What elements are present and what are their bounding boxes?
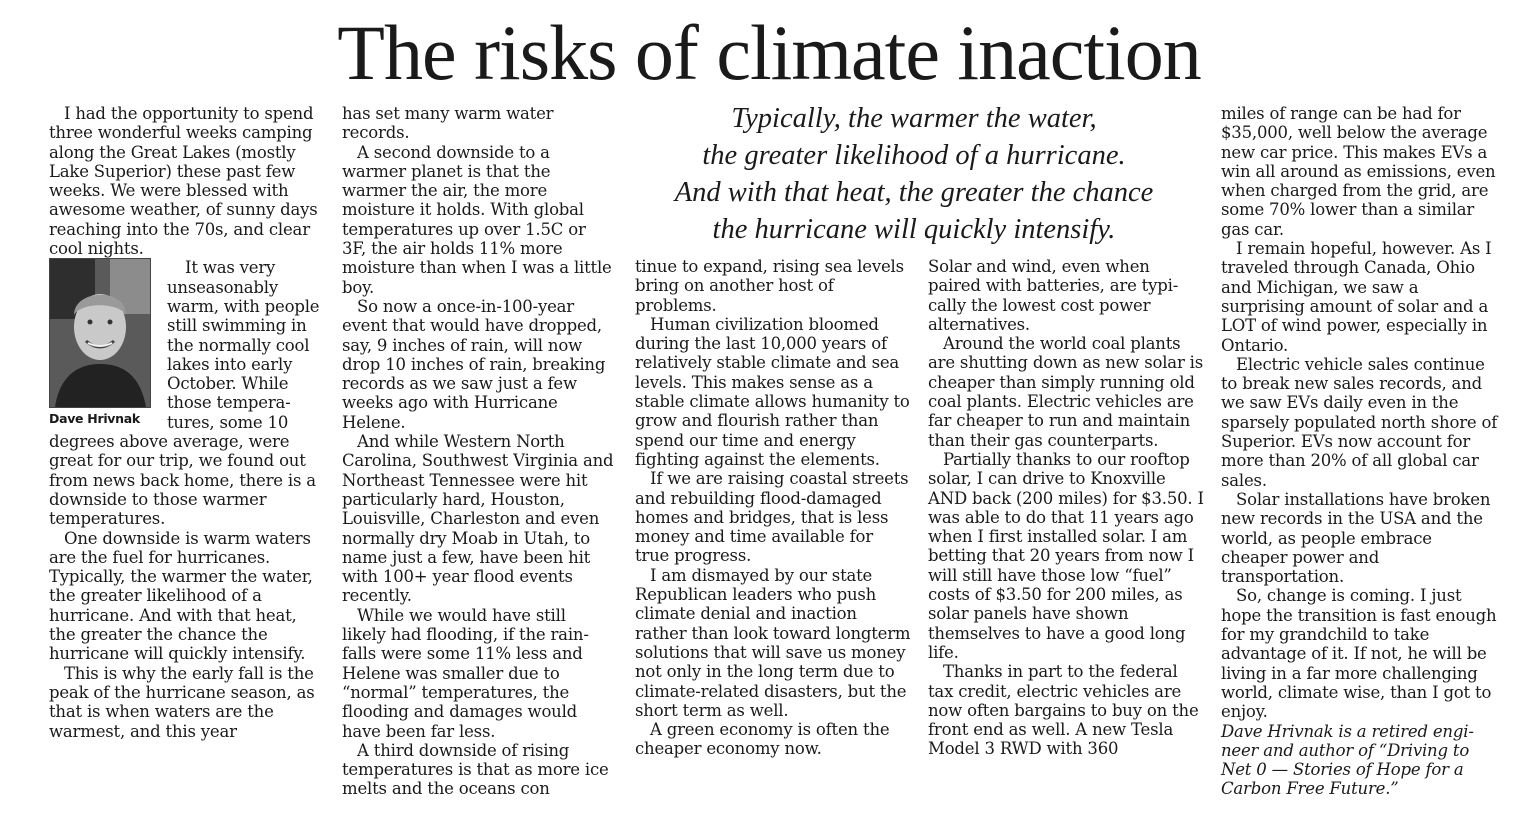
paragraph: miles of range can be had for $35,000, well below the average new car price. This makes EVs a win all around as emissions, even when charged from the grid, are some 70% lower than a similar gas car.	[1221, 104, 1496, 239]
headline: The risks of climate inaction	[337, 9, 1201, 96]
column-3	[635, 257, 911, 759]
paragraph: A third downside of rising temperatures is that as more ice melts and the oceans con	[342, 740, 609, 799]
paragraph: Thanks in part to the federal tax credit, electric vehicles are now often bargains to buy on the front end as well. A new Tesla Model 3 RWD with 360	[928, 662, 1199, 759]
paragraph: I remain hopeful, however. As I traveled through Canada, Ohio and Michigan, we saw a surprising amount of solar and a LOT of wind power, especially in Ontario.	[1221, 239, 1492, 355]
author-photo-block	[49, 258, 157, 428]
paragraph: Solar and wind, even when paired with batteries, are typically the lowest cost power alternatives.	[928, 257, 1179, 334]
paragraph: Around the world coal plants are shutting down as new solar is cheaper than simply running old coal plants. Electric vehicles are far cheaper to run and maintain than their gas counterparts.	[928, 334, 1204, 450]
paragraph: has set many warm water records.	[342, 104, 554, 143]
column-5	[1221, 104, 1503, 799]
column-2	[342, 104, 614, 799]
paragraph: A green economy is often the cheaper economy now.	[635, 720, 890, 759]
paragraph: If we are raising coastal streets and rebuilding flood-damaged homes and bridges, that is less money and time available for true progress.	[635, 469, 909, 566]
paragraph: It was very unseasonably warm, with people still swimming in the normally cool lakes into early October. While those temperatures, some 10 degrees above average, were great for our trip, we found out from news back home, there is a downside to those warmer temperatures.	[49, 258, 320, 529]
paragraph: So, change is coming. I just hope the transition is fast enough for my grandchild to take advantage of it. If not, he will be living in a far more challenging world, climate wise, than I got to enjoy.	[1221, 586, 1497, 722]
pull-quote-line: Typically, the warmer the water,	[731, 103, 1097, 134]
paragraph: This is why the early fall is the peak of the hurricane season, as that is when waters are the warmest, and this year	[49, 663, 315, 741]
column-1	[49, 104, 323, 741]
pull-quote	[640, 100, 1188, 248]
paragraph: A second downside to a warmer planet is that the warmer the air, the more moisture it holds. With global temperatures up over 1.5C or 3F, the air holds 11% more moisture than when I was a little boy.	[342, 142, 612, 297]
paragraph: One downside is warm waters are the fuel for hurricanes. Typically, the warmer the water, the greater likelihood of a hurricane. And with that heat, the greater the chance the hurricane will quickly intensify.	[49, 528, 313, 664]
photo-caption: Dave Hrivnak	[49, 411, 140, 427]
paragraph: I had the opportunity to spend three wonderful weeks camping along the Great Lakes (mostly Lake Superior) these past few weeks. We were blessed with awesome weather, of sunny days reaching into the 70s, and clear cool nights.	[49, 104, 318, 259]
paragraph: While we would have still likely had flooding, if the rainfalls were some 11% less and Helene was smaller due to “normal” temperatures, the flooding and damages would have been far less.	[342, 605, 589, 741]
author-photo	[49, 258, 151, 408]
paragraph: Electric vehicle sales continue to break new sales records, and we saw EVs daily even in the sparsely populated north shore of Superior. EVs now account for more than 20% of all global car sales.	[1221, 354, 1498, 490]
paragraph: Human civilization bloomed during the last 10,000 years of relatively stable climate and sea levels. This makes sense as a stable climate allows humanity to grow and flourish rather than spend our time and energy fighting against the elements.	[635, 314, 910, 469]
paragraph: I am dismayed by our state Republican leaders who push climate denial and inaction rather than look toward longterm solutions that will save us money not only in the long term due to climate-related disasters, but the short term as well.	[635, 565, 911, 720]
paragraph: tinue to expand, rising sea levels bring on another host of problems.	[635, 257, 904, 315]
paragraph: So now a once-in-100-year event that would have dropped, say, 9 inches of rain, will now drop 10 inches of rain, breaking records as we saw just a few weeks ago with Hurricane Helene.	[342, 296, 606, 432]
pull-quote-line: the hurricane will quickly intensify.	[712, 214, 1116, 245]
pull-quote-line: the greater likelihood of a hurricane.	[702, 140, 1126, 171]
paragraph: Solar installations have broken new records in the USA and the world, as people embrace cheaper power and transportation.	[1221, 489, 1491, 587]
pull-quote-line: And with that heat, the greater the chance	[674, 177, 1154, 208]
column-4	[928, 257, 1204, 759]
paragraph: Partially thanks to our rooftop solar, I can drive to Knoxville AND back (200 miles) for $3.50. I was able to do that 11 years ago when I first installed solar. I am betting that 20 years from now I will still have those low “fuel” costs of $3.50 for 200 miles, as solar panels have shown themselves to have a good long life.	[928, 449, 1204, 662]
paragraph: And while Western North Carolina, Southwest Virginia and Northeast Tennessee were hit particularly hard, Houston, Louisville, Charleston and even normally dry Moab in Utah, to name just a few, have been hit with 100+ year flood events recently.	[342, 432, 614, 606]
author-tagline: Dave Hrivnak is a retired engineer and author of “Driving to Net 0 — Stories of Hope for a Carbon Free Future.”	[1221, 721, 1474, 799]
